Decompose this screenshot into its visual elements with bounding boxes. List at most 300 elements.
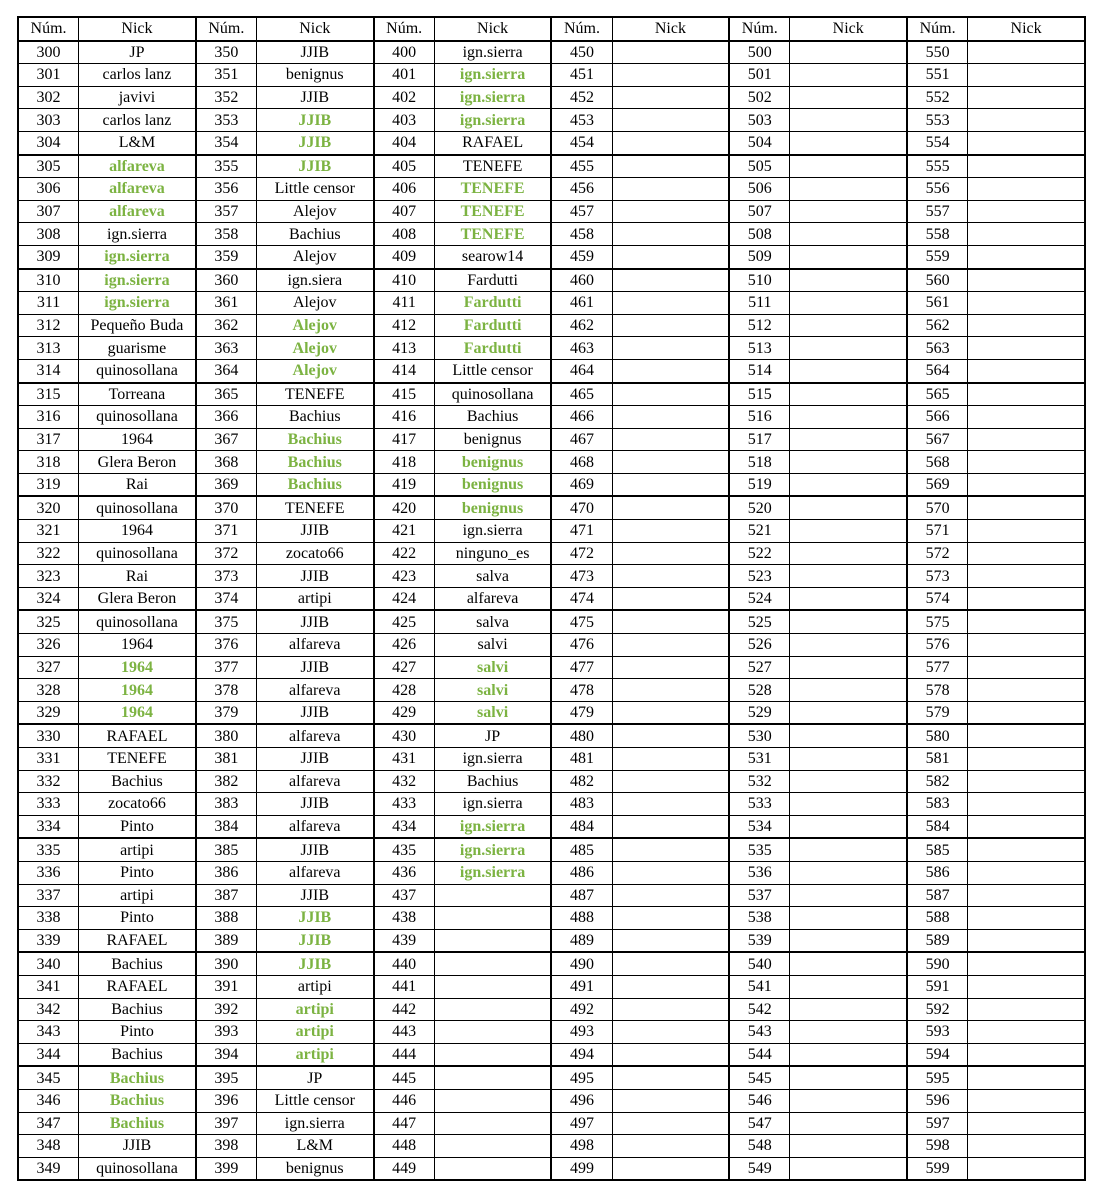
num-cell: 572 <box>907 542 968 565</box>
num-cell: 399 <box>196 1157 257 1180</box>
table-row <box>18 679 1085 702</box>
nick-cell <box>434 1043 551 1066</box>
nick-cell <box>790 793 907 816</box>
num-cell: 553 <box>907 109 968 132</box>
nick-cell <box>434 1135 551 1158</box>
nick-cell <box>968 1112 1085 1135</box>
num-cell: 454 <box>551 131 612 154</box>
num-cell: 585 <box>907 838 968 861</box>
nick-cell <box>612 269 729 292</box>
nick-cell <box>968 178 1085 201</box>
num-cell: 398 <box>196 1135 257 1158</box>
nick-cell <box>790 542 907 565</box>
nick-cell: alfareva <box>256 724 373 747</box>
num-cell: 543 <box>729 1021 790 1044</box>
num-cell: 300 <box>18 41 79 64</box>
num-cell: 453 <box>551 109 612 132</box>
nick-cell: alfareva <box>256 679 373 702</box>
nick-cell: Bachius <box>434 406 551 429</box>
num-cell: 567 <box>907 428 968 451</box>
num-cell: 305 <box>18 155 79 178</box>
table-row <box>18 724 1085 747</box>
nick-cell: ign.sierra <box>434 793 551 816</box>
nick-cell: 1964 <box>79 520 196 543</box>
nick-cell: ign.sierra <box>434 64 551 87</box>
num-cell: 392 <box>196 998 257 1021</box>
num-cell: 403 <box>374 109 435 132</box>
nick-cell <box>612 155 729 178</box>
nick-cell <box>790 41 907 64</box>
nick-cell <box>790 838 907 861</box>
nick-cell <box>968 701 1085 724</box>
nick-cell <box>790 1135 907 1158</box>
num-cell: 440 <box>374 952 435 975</box>
num-cell: 425 <box>374 610 435 633</box>
num-cell: 587 <box>907 884 968 907</box>
nick-cell <box>968 359 1085 382</box>
num-cell: 361 <box>196 292 257 315</box>
num-cell: 466 <box>551 406 612 429</box>
nick-cell: Fardutti <box>434 314 551 337</box>
nick-cell <box>790 314 907 337</box>
nick-cell: artipi <box>256 1021 373 1044</box>
table-row <box>18 610 1085 633</box>
table-row <box>18 41 1085 64</box>
num-cell: 510 <box>729 269 790 292</box>
num-cell: 467 <box>551 428 612 451</box>
nick-cell: Bachius <box>256 451 373 474</box>
table-row <box>18 975 1085 998</box>
num-cell: 578 <box>907 679 968 702</box>
nick-cell <box>434 1021 551 1044</box>
num-cell: 474 <box>551 587 612 610</box>
num-cell: 315 <box>18 383 79 406</box>
num-cell: 515 <box>729 383 790 406</box>
num-cell: 501 <box>729 64 790 87</box>
table-row <box>18 793 1085 816</box>
num-cell: 436 <box>374 861 435 884</box>
num-cell: 579 <box>907 701 968 724</box>
num-cell: 480 <box>551 724 612 747</box>
num-cell: 554 <box>907 131 968 154</box>
nick-cell: TENEFE <box>434 223 551 246</box>
nick-cell <box>790 337 907 360</box>
nick-cell <box>968 383 1085 406</box>
nick-cell: L&M <box>79 131 196 154</box>
num-cell: 503 <box>729 109 790 132</box>
nick-cell: Fardutti <box>434 292 551 315</box>
nick-cell <box>790 131 907 154</box>
num-cell: 588 <box>907 907 968 930</box>
num-cell: 330 <box>18 724 79 747</box>
num-cell: 353 <box>196 109 257 132</box>
num-cell: 568 <box>907 451 968 474</box>
nick-cell <box>968 245 1085 268</box>
num-cell: 439 <box>374 929 435 952</box>
num-cell: 341 <box>18 975 79 998</box>
num-cell: 343 <box>18 1021 79 1044</box>
num-header: Núm. <box>18 17 79 41</box>
nick-cell: ign.sierra <box>434 838 551 861</box>
num-cell: 458 <box>551 223 612 246</box>
num-cell: 306 <box>18 178 79 201</box>
num-cell: 496 <box>551 1089 612 1112</box>
num-cell: 426 <box>374 634 435 657</box>
num-cell: 497 <box>551 1112 612 1135</box>
nick-cell <box>612 314 729 337</box>
nick-cell <box>790 565 907 588</box>
nick-cell <box>968 610 1085 633</box>
nick-cell <box>612 406 729 429</box>
num-cell: 483 <box>551 793 612 816</box>
num-cell: 394 <box>196 1043 257 1066</box>
nick-cell: ign.sierra <box>434 86 551 109</box>
num-cell: 447 <box>374 1112 435 1135</box>
nick-cell <box>790 451 907 474</box>
num-cell: 396 <box>196 1089 257 1112</box>
nick-cell: quinosollana <box>79 1157 196 1180</box>
table-row <box>18 565 1085 588</box>
num-cell: 564 <box>907 359 968 382</box>
nick-cell: Pinto <box>79 907 196 930</box>
num-cell: 461 <box>551 292 612 315</box>
nick-cell: quinosollana <box>79 406 196 429</box>
num-cell: 519 <box>729 473 790 496</box>
num-cell: 498 <box>551 1135 612 1158</box>
nick-cell <box>790 1089 907 1112</box>
nick-cell <box>612 793 729 816</box>
nick-cell <box>968 815 1085 838</box>
nick-cell <box>612 1135 729 1158</box>
table-row <box>18 359 1085 382</box>
num-cell: 314 <box>18 359 79 382</box>
num-cell: 401 <box>374 64 435 87</box>
nick-cell <box>612 679 729 702</box>
nick-cell: quinosollana <box>434 383 551 406</box>
num-cell: 559 <box>907 245 968 268</box>
num-cell: 377 <box>196 656 257 679</box>
nick-cell: quinosollana <box>79 496 196 519</box>
num-cell: 546 <box>729 1089 790 1112</box>
num-cell: 407 <box>374 200 435 223</box>
nick-cell: JJIB <box>256 952 373 975</box>
nick-cell <box>612 223 729 246</box>
num-cell: 565 <box>907 383 968 406</box>
nick-cell: quinosollana <box>79 542 196 565</box>
num-cell: 405 <box>374 155 435 178</box>
nick-cell: benignus <box>434 451 551 474</box>
nick-cell: Pequeño Buda <box>79 314 196 337</box>
num-cell: 491 <box>551 975 612 998</box>
nick-cell: salvi <box>434 679 551 702</box>
num-cell: 359 <box>196 245 257 268</box>
nick-cell <box>968 473 1085 496</box>
nick-cell <box>790 907 907 930</box>
num-cell: 309 <box>18 245 79 268</box>
num-cell: 372 <box>196 542 257 565</box>
nick-cell: benignus <box>256 64 373 87</box>
num-cell: 597 <box>907 1112 968 1135</box>
num-cell: 573 <box>907 565 968 588</box>
num-cell: 455 <box>551 155 612 178</box>
table-row <box>18 929 1085 952</box>
nick-cell <box>790 701 907 724</box>
nick-cell: alfareva <box>434 587 551 610</box>
nick-cell <box>968 1043 1085 1066</box>
num-cell: 576 <box>907 634 968 657</box>
num-cell: 385 <box>196 838 257 861</box>
num-cell: 537 <box>729 884 790 907</box>
nick-cell: Alejov <box>256 200 373 223</box>
nick-cell <box>790 520 907 543</box>
num-cell: 523 <box>729 565 790 588</box>
num-cell: 339 <box>18 929 79 952</box>
nick-cell <box>790 975 907 998</box>
num-cell: 427 <box>374 656 435 679</box>
num-cell: 502 <box>729 86 790 109</box>
nick-cell <box>968 1157 1085 1180</box>
nick-cell <box>790 383 907 406</box>
nick-cell: quinosollana <box>79 610 196 633</box>
num-cell: 414 <box>374 359 435 382</box>
nick-cell: JJIB <box>256 793 373 816</box>
num-cell: 420 <box>374 496 435 519</box>
num-cell: 462 <box>551 314 612 337</box>
num-cell: 541 <box>729 975 790 998</box>
nick-cell: Bachius <box>79 952 196 975</box>
num-cell: 347 <box>18 1112 79 1135</box>
nick-cell: JJIB <box>256 929 373 952</box>
nick-cell: 1964 <box>79 656 196 679</box>
nick-cell: alfareva <box>256 861 373 884</box>
table-row <box>18 245 1085 268</box>
table-row <box>18 884 1085 907</box>
nick-cell <box>612 838 729 861</box>
nick-cell: JJIB <box>256 884 373 907</box>
num-cell: 450 <box>551 41 612 64</box>
num-cell: 561 <box>907 292 968 315</box>
nick-header: Nick <box>612 17 729 41</box>
num-cell: 524 <box>729 587 790 610</box>
num-cell: 574 <box>907 587 968 610</box>
table-row <box>18 64 1085 87</box>
nick-cell: Rai <box>79 473 196 496</box>
nick-cell <box>612 200 729 223</box>
nick-cell <box>790 815 907 838</box>
num-cell: 435 <box>374 838 435 861</box>
num-cell: 530 <box>729 724 790 747</box>
num-cell: 319 <box>18 473 79 496</box>
num-cell: 381 <box>196 748 257 771</box>
num-cell: 482 <box>551 770 612 793</box>
nick-cell: 1964 <box>79 679 196 702</box>
num-cell: 586 <box>907 861 968 884</box>
nick-cell: Bachius <box>79 1066 196 1089</box>
num-cell: 476 <box>551 634 612 657</box>
nick-cell: salva <box>434 565 551 588</box>
num-cell: 416 <box>374 406 435 429</box>
nick-cell <box>968 907 1085 930</box>
nick-cell: Pinto <box>79 861 196 884</box>
nick-cell: JJIB <box>256 907 373 930</box>
table-row <box>18 1112 1085 1135</box>
num-cell: 549 <box>729 1157 790 1180</box>
nick-cell <box>968 451 1085 474</box>
num-cell: 552 <box>907 86 968 109</box>
num-cell: 340 <box>18 952 79 975</box>
nick-cell: carlos lanz <box>79 64 196 87</box>
nick-cell <box>612 998 729 1021</box>
num-cell: 531 <box>729 748 790 771</box>
num-cell: 517 <box>729 428 790 451</box>
nick-cell <box>968 131 1085 154</box>
num-cell: 429 <box>374 701 435 724</box>
num-cell: 548 <box>729 1135 790 1158</box>
nick-cell <box>790 770 907 793</box>
nick-cell <box>790 178 907 201</box>
nick-cell <box>790 656 907 679</box>
num-cell: 357 <box>196 200 257 223</box>
num-cell: 335 <box>18 838 79 861</box>
nick-cell <box>790 1112 907 1135</box>
nick-cell <box>968 929 1085 952</box>
num-cell: 404 <box>374 131 435 154</box>
nick-cell: artipi <box>79 838 196 861</box>
num-cell: 400 <box>374 41 435 64</box>
num-header: Núm. <box>907 17 968 41</box>
num-cell: 529 <box>729 701 790 724</box>
num-cell: 514 <box>729 359 790 382</box>
nick-cell: salvi <box>434 656 551 679</box>
nick-cell <box>434 907 551 930</box>
num-cell: 556 <box>907 178 968 201</box>
nick-cell <box>612 1112 729 1135</box>
nick-cell <box>434 998 551 1021</box>
nick-cell: TENEFE <box>256 496 373 519</box>
nick-cell <box>968 406 1085 429</box>
nick-cell <box>790 610 907 633</box>
table-row <box>18 200 1085 223</box>
num-cell: 344 <box>18 1043 79 1066</box>
nick-cell: Pinto <box>79 815 196 838</box>
num-cell: 509 <box>729 245 790 268</box>
num-cell: 373 <box>196 565 257 588</box>
table-row <box>18 701 1085 724</box>
nick-cell <box>612 292 729 315</box>
num-cell: 489 <box>551 929 612 952</box>
nick-cell <box>968 748 1085 771</box>
num-header: Núm. <box>374 17 435 41</box>
table-row <box>18 406 1085 429</box>
nick-cell <box>790 155 907 178</box>
nick-cell: JJIB <box>256 610 373 633</box>
num-cell: 478 <box>551 679 612 702</box>
nick-cell: ign.sierra <box>434 861 551 884</box>
num-cell: 367 <box>196 428 257 451</box>
nick-cell: ign.sierra <box>434 748 551 771</box>
num-cell: 538 <box>729 907 790 930</box>
nick-cell: alfareva <box>79 155 196 178</box>
nick-cell: Glera Beron <box>79 587 196 610</box>
nick-cell <box>790 86 907 109</box>
num-cell: 544 <box>729 1043 790 1066</box>
table-body <box>18 41 1085 1181</box>
nick-cell <box>968 770 1085 793</box>
nick-cell <box>434 884 551 907</box>
num-cell: 402 <box>374 86 435 109</box>
nick-cell <box>612 656 729 679</box>
nick-cell <box>612 610 729 633</box>
table-row <box>18 155 1085 178</box>
nick-cell <box>968 41 1085 64</box>
nick-cell <box>612 952 729 975</box>
num-cell: 536 <box>729 861 790 884</box>
num-cell: 595 <box>907 1066 968 1089</box>
num-cell: 321 <box>18 520 79 543</box>
nick-cell <box>968 861 1085 884</box>
num-cell: 384 <box>196 815 257 838</box>
nick-cell: RAFAEL <box>79 929 196 952</box>
nick-cell <box>612 473 729 496</box>
num-cell: 390 <box>196 952 257 975</box>
num-cell: 397 <box>196 1112 257 1135</box>
table-row <box>18 473 1085 496</box>
num-cell: 449 <box>374 1157 435 1180</box>
table-row <box>18 109 1085 132</box>
num-cell: 424 <box>374 587 435 610</box>
nick-cell: Alejov <box>256 292 373 315</box>
num-cell: 526 <box>729 634 790 657</box>
num-cell: 596 <box>907 1089 968 1112</box>
num-cell: 432 <box>374 770 435 793</box>
nick-cell: JJIB <box>256 86 373 109</box>
num-cell: 557 <box>907 200 968 223</box>
num-cell: 352 <box>196 86 257 109</box>
num-cell: 547 <box>729 1112 790 1135</box>
nick-cell <box>968 223 1085 246</box>
num-cell: 388 <box>196 907 257 930</box>
table-row <box>18 86 1085 109</box>
num-cell: 316 <box>18 406 79 429</box>
num-cell: 441 <box>374 975 435 998</box>
table-row <box>18 1043 1085 1066</box>
nick-cell <box>968 656 1085 679</box>
num-cell: 535 <box>729 838 790 861</box>
table-row <box>18 223 1085 246</box>
num-cell: 412 <box>374 314 435 337</box>
nick-cell <box>968 292 1085 315</box>
nick-cell <box>968 587 1085 610</box>
nick-cell <box>968 337 1085 360</box>
num-cell: 505 <box>729 155 790 178</box>
num-cell: 468 <box>551 451 612 474</box>
num-cell: 593 <box>907 1021 968 1044</box>
num-cell: 533 <box>729 793 790 816</box>
num-cell: 323 <box>18 565 79 588</box>
nick-cell <box>968 64 1085 87</box>
num-cell: 590 <box>907 952 968 975</box>
num-cell: 442 <box>374 998 435 1021</box>
nick-cell <box>968 565 1085 588</box>
num-cell: 494 <box>551 1043 612 1066</box>
num-cell: 513 <box>729 337 790 360</box>
table-row <box>18 1021 1085 1044</box>
num-cell: 355 <box>196 155 257 178</box>
num-cell: 452 <box>551 86 612 109</box>
table-row <box>18 496 1085 519</box>
nick-cell: ign.sierra <box>434 109 551 132</box>
nick-cell <box>968 428 1085 451</box>
